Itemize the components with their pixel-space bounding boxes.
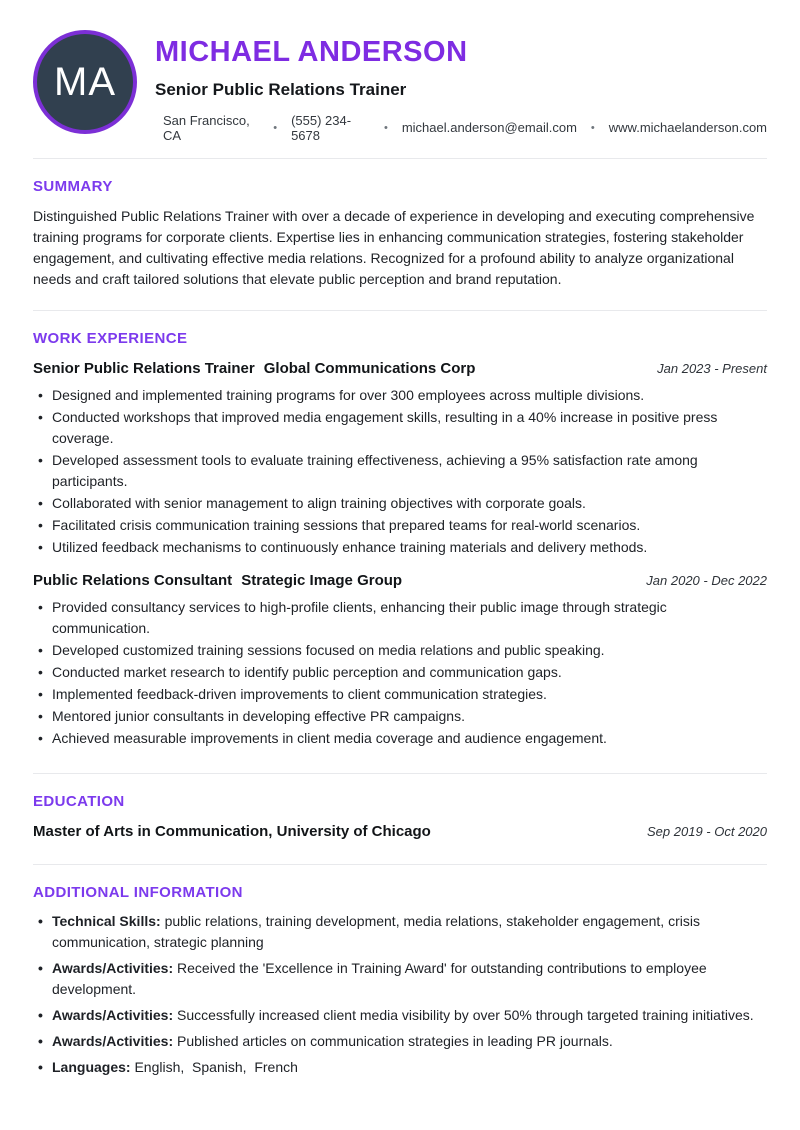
contact-row (163, 113, 767, 143)
job-title (33, 572, 402, 589)
dot-separator-icon: • (383, 121, 388, 134)
candidate-title: Senior Public Relations Trainer (155, 79, 407, 99)
dot-separator-icon: • (273, 121, 278, 134)
section-summary (33, 178, 767, 290)
avatar-initials: MA (54, 59, 116, 104)
job-dates: Jan 2020 - Dec 2022 (646, 572, 767, 588)
experience-heading: WORK EXPERIENCE (33, 329, 188, 347)
header-text (155, 30, 767, 143)
bullet-item: • Achieved measurable improvements in client media coverage and audience engagement. (33, 728, 767, 749)
education-heading: EDUCATION (33, 792, 125, 810)
additional-item-text: Successfully increased client media visibility by over 50% through targeted training initiatives. (177, 1006, 754, 1023)
bullet-item: • Implemented feedback-driven improvements to client communication strategies. (33, 684, 767, 705)
job-bullet-list (33, 597, 767, 749)
contact-email: michael.anderson@email.com (401, 120, 577, 136)
job-dates: Jan 2023 - Present (657, 360, 767, 376)
education-dates: Sep 2019 - Oct 2020 (647, 823, 767, 839)
additional-item-label: Technical Skills: (52, 912, 161, 929)
summary-heading: SUMMARY (33, 177, 113, 195)
bullet-item: • Developed assessment tools to evaluate training effectiveness, achieving a 95% satisfaction rate among participants. (33, 450, 767, 492)
additional-item-text: public relations, training development, media relations, stakeholder engagement, crisis communication, strategic planning (52, 912, 704, 950)
additional-item-text: Published articles on communication strategies in leading PR journals. (177, 1032, 613, 1049)
job-company: Strategic Image Group (241, 571, 403, 589)
bullet-item: • Collaborated with senior management to align training objectives with corporate goals. (33, 493, 767, 514)
additional-item (33, 1005, 767, 1026)
additional-item-label: Awards/Activities: (52, 1006, 174, 1023)
section-experience (33, 330, 767, 749)
additional-info-heading: ADDITIONAL INFORMATION (33, 883, 243, 901)
bullet-item: • Provided consultancy services to high-profile clients, enhancing their public image through strategic communication. (33, 597, 767, 639)
education-degree (33, 823, 431, 840)
section-education (33, 793, 767, 840)
additional-item-text: Received the 'Excellence in Training Award' for outstanding contributions to employee development. (52, 959, 711, 997)
contact-location: San Francisco, CA (163, 112, 250, 143)
section-divider (33, 773, 767, 774)
job-header (33, 572, 767, 589)
contact-website: www.michaelanderson.com (608, 120, 767, 136)
additional-item-text: English, Spanish, French (134, 1058, 298, 1075)
additional-item (33, 958, 767, 1000)
section-additional-info (33, 884, 767, 1078)
summary-text: Distinguished Public Relations Trainer with over a decade of experience in developing and executing comprehensive training programs for corporate clients. Expertise lies in enhancing communication strategies, fostering stakeholder engagement, and cultivating effective media relations. Recognized for a profound ability to analyze organizational needs and craft tailored solutions that elevate public perception and brand reputation. (33, 207, 755, 287)
bullet-item: • Designed and implemented training programs for over 300 employees across multiple divisions. (33, 385, 767, 406)
job-entry (33, 360, 767, 558)
bullet-item: • Mentored junior consultants in developing effective PR campaigns. (33, 706, 767, 727)
section-divider (33, 158, 767, 159)
avatar (33, 30, 137, 134)
bullet-item: • Developed customized training sessions focused on media relations and public speaking. (33, 640, 767, 661)
additional-item-label: Awards/Activities: (52, 959, 174, 976)
bullet-item: • Conducted market research to identify public perception and communication gaps. (33, 662, 767, 683)
dot-separator-icon: • (590, 121, 595, 134)
additional-item (33, 1031, 767, 1052)
job-position: Public Relations Consultant (33, 571, 233, 589)
additional-item-label: Languages: (52, 1058, 131, 1075)
additional-item (33, 1057, 767, 1078)
bullet-item: • Facilitated crisis communication training sessions that prepared teams for real-world scenarios. (33, 515, 767, 536)
additional-item (33, 911, 767, 953)
additional-info-list (33, 911, 767, 1078)
section-divider (33, 310, 767, 311)
section-divider (33, 864, 767, 865)
education-entry (33, 823, 767, 840)
education-degree-text: Master of Arts in Communication, University of Chicago (33, 822, 431, 840)
job-entry (33, 572, 767, 749)
bullet-item: • Utilized feedback mechanisms to continuously enhance training materials and delivery methods. (33, 537, 767, 558)
job-company: Global Communications Corp (263, 359, 476, 377)
bullet-item: • Conducted workshops that improved media engagement skills, resulting in a 40% increase in positive press coverage. (33, 407, 767, 449)
job-header (33, 360, 767, 377)
candidate-name: MICHAEL ANDERSON (155, 36, 468, 68)
contact-phone: (555) 234-5678 (291, 112, 352, 143)
job-bullet-list (33, 385, 767, 558)
job-title (33, 360, 475, 377)
additional-item-label: Awards/Activities: (52, 1032, 174, 1049)
resume-header (33, 30, 767, 143)
job-position: Senior Public Relations Trainer (33, 359, 255, 377)
